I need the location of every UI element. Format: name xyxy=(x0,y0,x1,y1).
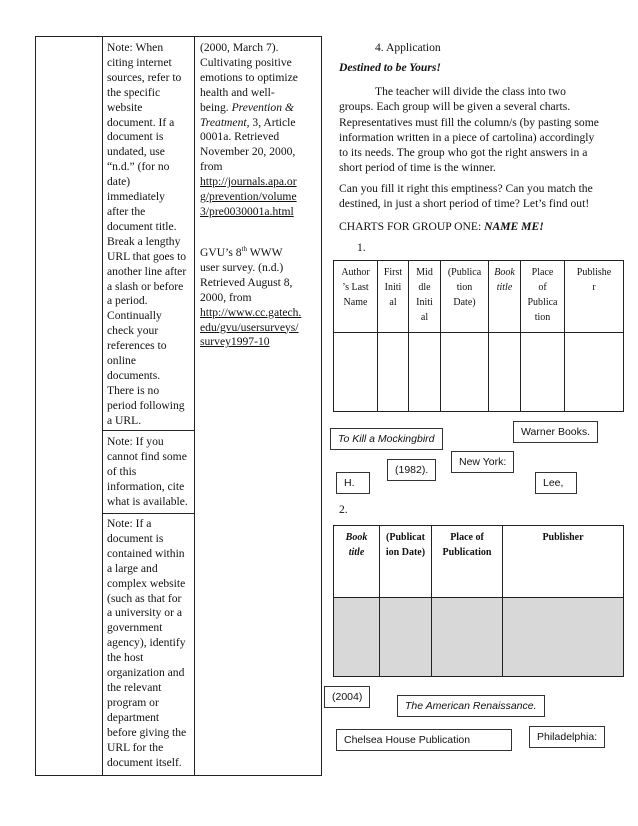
chart-header-first-initial: First Initi al xyxy=(378,261,409,333)
chart-answer-cell[interactable] xyxy=(441,333,489,412)
survey-url-link[interactable]: survey1997-10 xyxy=(200,335,270,349)
chart-header-publisher: Publishe r xyxy=(565,261,624,333)
name-me-chart-1 xyxy=(333,260,624,412)
card-book-title[interactable]: The American Renaissance. xyxy=(397,695,545,717)
chart-header-author: Author ’s Last Name xyxy=(334,261,378,333)
chart-header-place: Place of Publication xyxy=(432,526,503,598)
chart-answer-cell[interactable] xyxy=(378,333,409,412)
chart-header-book-title: Book title xyxy=(489,261,521,333)
card-place[interactable]: New York: xyxy=(451,451,514,473)
card-last-name[interactable]: Lee, xyxy=(535,472,577,494)
chart-number: 1. xyxy=(357,241,366,254)
card-book-title[interactable]: To Kill a Mockingbird xyxy=(330,428,443,450)
chart-answer-cell[interactable] xyxy=(334,598,380,677)
citation-notes-table xyxy=(35,36,322,776)
chart-header-middle-initial: Mid dle Initi al xyxy=(409,261,441,333)
survey-url-link[interactable]: edu/gvu/usersurveys/ xyxy=(200,320,299,334)
card-initial[interactable]: H. xyxy=(336,472,370,494)
note-large-website: Note: If a document is contained within a large and complex website (such as that for a university or a government agency), identify the host organization and the relevant program or department before giving the URL for the document itself. xyxy=(107,517,187,769)
chart-answer-cell[interactable] xyxy=(409,333,441,412)
table-divider xyxy=(102,430,194,431)
section-heading: 4. Application xyxy=(375,41,441,54)
card-place[interactable]: Philadelphia: xyxy=(529,726,605,748)
chart-answer-cell[interactable] xyxy=(489,333,521,412)
survey-url-link[interactable]: http://www.cc.gatech. xyxy=(200,305,302,319)
chart-header-publisher: Publisher xyxy=(503,526,624,598)
card-publisher[interactable]: Chelsea House Publication xyxy=(336,729,512,751)
chart-header-book-title: Book title xyxy=(334,526,380,598)
chart-header-place: Place of Publica tion xyxy=(521,261,565,333)
activity-title: Destined to be Yours! xyxy=(339,61,441,74)
chart-answer-cell[interactable] xyxy=(503,598,624,677)
chart-number: 2. xyxy=(339,503,348,516)
chart-answer-cell[interactable] xyxy=(565,333,624,412)
chart-answer-cell[interactable] xyxy=(521,333,565,412)
note-internet-sources: Note: When citing internet sources, refer to the specific website document. If a document is undated, use “n.d.” (for no date) immediately after the document title. Break a lengthy URL that goes to another line after a slash or before a period. Continually check your references to online documents. There is no period following a URL. xyxy=(107,41,187,427)
chart-answer-cell[interactable] xyxy=(432,598,503,677)
journal-url-link[interactable]: g/prevention/volume xyxy=(200,190,297,204)
name-me-chart-2 xyxy=(333,525,624,677)
charts-label: CHARTS FOR GROUP ONE: NAME ME! xyxy=(339,220,544,233)
card-publisher[interactable]: Warner Books. xyxy=(513,421,598,443)
table-divider xyxy=(102,513,194,514)
chart-header-publication-date: (Publica tion Date) xyxy=(441,261,489,333)
note-missing-info: Note: If you cannot find some of this information, cite what is available. xyxy=(107,435,188,508)
instructions-paragraph: The teacher will divide the class into two groups. Each group will be given a several charts. Representatives must fill the column/s (by pasting some information written in a piece of cartolina) accordingly to its needs. The group who got the right answers in a short period of time is the winner. xyxy=(339,85,599,175)
chart-answer-cell[interactable] xyxy=(380,598,432,677)
chart-header-publication-date: (Publicat ion Date) xyxy=(380,526,432,598)
citation-example-survey: GVU’s 8th WWW user survey. (n.d.) Retrieved August 8, 2000, from http://www.cc.gatech. edu/gvu/usersurveys/ survey1997-10 xyxy=(200,246,320,350)
challenge-paragraph: Can you fill it right this emptiness? Can you match the destined, in just a short period of time? Let’s find out! xyxy=(339,182,593,211)
card-year[interactable]: (2004) xyxy=(324,686,370,708)
table-divider xyxy=(102,37,103,775)
card-year[interactable]: (1982). xyxy=(387,459,436,481)
journal-url-link[interactable]: http://journals.apa.or xyxy=(200,175,297,189)
journal-url-link[interactable]: 3/pre0030001a.html xyxy=(200,204,294,218)
chart-answer-cell[interactable] xyxy=(334,333,378,412)
citation-example-journal: (2000, March 7). Cultivating positive emotions to optimize health and well- being. Prevention & Treatment, 3, Article 0001a. Retrieved November 20, 2000, from http://journals.apa.or g/prevention/volume 3/pre0030001a.html xyxy=(200,41,320,220)
